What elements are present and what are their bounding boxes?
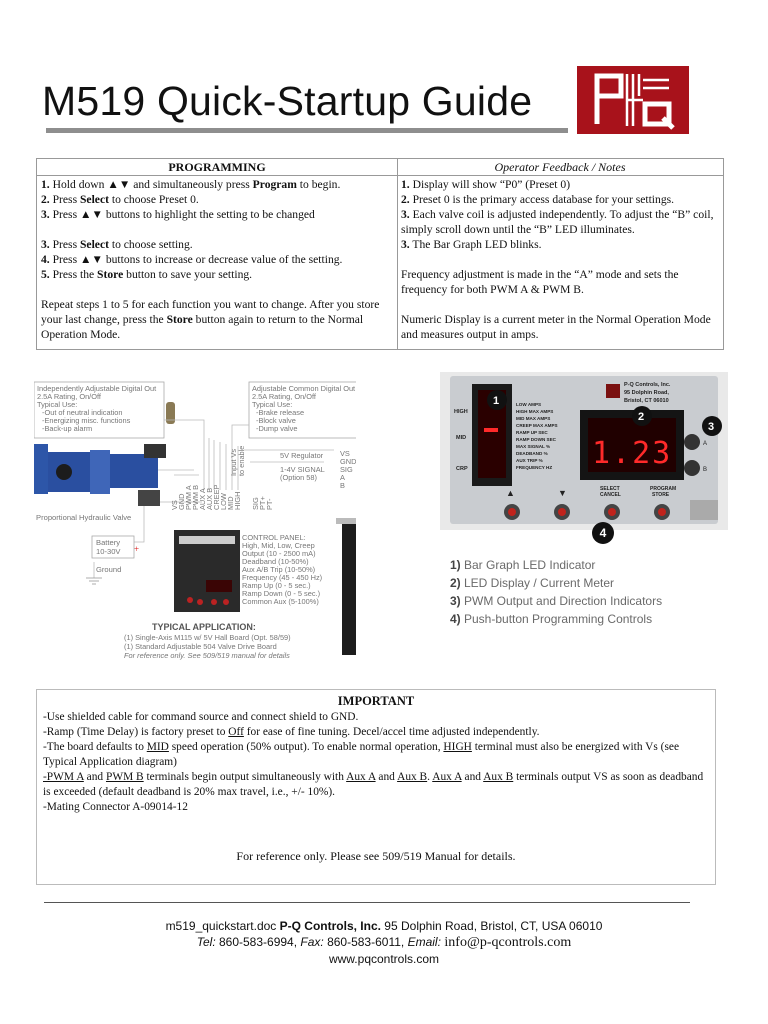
- svg-text:SIG: SIG: [251, 497, 260, 510]
- note-4: 3. The Bar Graph LED blinks.: [401, 238, 542, 251]
- battery-plus-icon: +: [134, 544, 140, 554]
- callout-1: 1: [493, 395, 500, 407]
- connector: [690, 500, 718, 520]
- email-link[interactable]: info@p-qcontrols.com: [440, 935, 572, 950]
- important-line: -Use shielded cable for command source and connect shield to GND.: [43, 711, 359, 723]
- svg-text:A: A: [340, 473, 345, 482]
- step-4: 4. Press ▲▼ buttons to increase or decrease value of the setting.: [41, 253, 343, 266]
- svg-text:RAMP DOWN SEC: RAMP DOWN SEC: [516, 437, 556, 442]
- important-line: -Ramp (Time Delay) is factory preset to Off for ease of fine tuning. Decel/accel time adjusted independently.: [43, 726, 540, 738]
- down-button[interactable]: [558, 508, 566, 516]
- svg-text:-Dump valve: -Dump valve: [256, 424, 298, 433]
- step-3: 3. Press ▲▼ buttons to highlight the setting to be changed: [41, 208, 315, 221]
- svg-text:MID MAX AMPS: MID MAX AMPS: [516, 416, 551, 421]
- program-button[interactable]: [658, 508, 666, 516]
- hydraulic-valve-image: [34, 444, 166, 506]
- svg-text:(1) Single-Axis M115 w/ 5V Hal: (1) Single-Axis M115 w/ 5V Hall Board (Opt. 58/59): [124, 633, 291, 642]
- svg-text:Ramp Down (0 - 5 sec.): Ramp Down (0 - 5 sec.): [242, 589, 321, 598]
- valve-drive-board-image: [174, 530, 240, 612]
- legend-item: 2) LED Display / Current Meter: [450, 576, 615, 590]
- programming-table: [36, 158, 724, 350]
- note-1: 1. Display will show “P0” (Preset 0): [401, 178, 571, 191]
- typical-application-diagram: [34, 380, 356, 665]
- typical-application-lines: [124, 633, 291, 660]
- select-button[interactable]: [608, 508, 616, 516]
- battery-label: [92, 536, 134, 558]
- programming-steps: [37, 176, 397, 342]
- company-plate: [624, 382, 671, 404]
- note-frequency: Frequency adjustment is made in the “A” mode and sets the frequency for both PWM A & PWM B.: [401, 268, 679, 296]
- down-arrow-icon: ▼: [558, 488, 567, 498]
- important-line: -PWM A and PWM B terminals begin output simultaneously with Aux A and Aux B. Aux A and Aux B terminals output VS as soon as deadband is exceeded (default deadband is 20% max travel, i.e., +/- 10%).: [43, 771, 704, 798]
- input-vs-label: [229, 446, 246, 476]
- led-display-value: 1.23: [592, 436, 673, 471]
- svg-text:-Block valve: -Block valve: [256, 416, 296, 425]
- svg-text:Typical Use:: Typical Use:: [37, 400, 78, 409]
- bar-label-high: HIGH: [454, 409, 468, 415]
- feedback-heading: Operator Feedback / Notes: [397, 159, 723, 176]
- svg-text:2.5A Rating, On/Off: 2.5A Rating, On/Off: [37, 392, 101, 401]
- feedback-column: [397, 159, 723, 349]
- svg-text:MAX SIGNAL %: MAX SIGNAL %: [516, 444, 551, 449]
- svg-text:Aux A/B Trip (10-50%): Aux A/B Trip (10-50%): [242, 565, 316, 574]
- svg-text:RAMP UP SEC: RAMP UP SEC: [516, 430, 548, 435]
- legend-item: 3) PWM Output and Direction Indicators: [450, 594, 663, 608]
- svg-text:High, Mid, Low, Creep: High, Mid, Low, Creep: [242, 541, 315, 550]
- important-heading: IMPORTANT: [337, 694, 415, 708]
- typical-application-title: TYPICAL APPLICATION:: [152, 622, 256, 632]
- svg-text:MID: MID: [226, 496, 235, 510]
- signal-label: 1-4V SIGNAL: [280, 465, 325, 474]
- footer-divider: [44, 902, 690, 903]
- select-label: SELECT: [600, 486, 620, 492]
- svg-text:Input Vs: Input Vs: [229, 448, 238, 476]
- indicator-a-label: A: [703, 441, 708, 447]
- ground-label: Ground: [96, 565, 122, 574]
- board-logo-icon: [606, 384, 620, 398]
- title-underline: [46, 128, 568, 133]
- svg-text:GND: GND: [340, 457, 356, 466]
- svg-text:PT+: PT+: [258, 496, 267, 510]
- svg-text:For reference only. See 509/51: For reference only. See 509/519 manual for details: [124, 651, 290, 660]
- svg-text:HIGH MAX AMPS: HIGH MAX AMPS: [516, 409, 554, 414]
- svg-text:Battery: Battery: [96, 538, 121, 547]
- page-title: M519 Quick-Startup Guide: [42, 78, 533, 124]
- svg-text:AUX TRIP %: AUX TRIP %: [516, 458, 543, 463]
- programming-column: [37, 159, 398, 349]
- svg-text:PWM A: PWM A: [184, 485, 193, 510]
- callout-3: 3: [708, 421, 715, 433]
- terminal-labels: [170, 484, 274, 510]
- program-label: PROGRAM: [650, 486, 677, 492]
- svg-text:Common Aux (5-100%): Common Aux (5-100%): [242, 597, 319, 606]
- pq-logo: [577, 66, 689, 134]
- svg-text:CREEP: CREEP: [212, 484, 221, 510]
- svg-text:DEADBAND %: DEADBAND %: [516, 451, 548, 456]
- indicator-b: [684, 460, 700, 476]
- up-arrow-icon: ▲: [506, 488, 515, 498]
- svg-text:-Brake release: -Brake release: [256, 408, 305, 417]
- indicator-a: [684, 434, 700, 450]
- svg-text:Independently Adjustable Digit: Independently Adjustable Digital Out: [37, 384, 157, 393]
- repeat-note: Repeat steps 1 to 5 for each function you want to change. After you store your last change, press the Store button again to return to the Normal Operation Mode.: [41, 298, 380, 341]
- important-line: -The board defaults to MID speed operation (50% output). To enable normal operation, HIGH terminal must also be energized with Vs (see Typical Application diagram): [43, 741, 679, 768]
- ground-icon: [86, 578, 102, 584]
- feedback-notes: [397, 176, 723, 342]
- programming-heading: PROGRAMMING: [37, 159, 397, 176]
- regulator-label: 5V Regulator: [280, 451, 324, 460]
- svg-text:VS: VS: [170, 500, 179, 510]
- svg-text:Deadband (10-50%): Deadband (10-50%): [242, 557, 309, 566]
- svg-text:GND: GND: [177, 493, 186, 510]
- legend-item: 1) Bar Graph LED Indicator: [450, 558, 596, 572]
- svg-text:(1) Standard Adjustable 504 Va: (1) Standard Adjustable 504 Valve Drive Board: [124, 642, 277, 651]
- step-1: 1. Hold down ▲▼ and simultaneously press Program to begin.: [41, 178, 341, 191]
- svg-text:HIGH: HIGH: [233, 491, 242, 510]
- note-3: 3. Each valve coil is adjusted independently. To adjust the “B” coil, simply scroll down until the “B” LED illuminates.: [401, 208, 714, 236]
- svg-text:VS: VS: [340, 449, 350, 458]
- svg-text:AUX B: AUX B: [205, 487, 214, 510]
- step-5: 5. Press the Store button to save your setting.: [41, 268, 253, 281]
- svg-text:LOW AMPS: LOW AMPS: [516, 402, 542, 407]
- svg-text:Ramp Up (0 - 5 sec.): Ramp Up (0 - 5 sec.): [242, 581, 311, 590]
- callout-2: 2: [638, 411, 645, 423]
- svg-text:Output (10 - 2500 mA): Output (10 - 2500 mA): [242, 549, 316, 558]
- board-legend: [450, 556, 662, 628]
- indicator-b-label: B: [703, 467, 708, 473]
- svg-text:CREEP MAX AMPS: CREEP MAX AMPS: [516, 423, 558, 428]
- svg-text:PT-: PT-: [265, 498, 274, 510]
- svg-text:FREQUENCY HZ: FREQUENCY HZ: [516, 465, 553, 470]
- lamp-icon: [166, 402, 175, 424]
- svg-text:10-30V: 10-30V: [96, 547, 121, 556]
- footer-line-2: Tel: 860-583-6994, Fax: 860-583-6011, Email: info@p-qcontrols.com: [196, 935, 572, 950]
- svg-text:P-Q Controls, Inc.: P-Q Controls, Inc.: [624, 382, 671, 388]
- svg-text:(Option 58): (Option 58): [280, 473, 317, 482]
- bar-label-mid: MID: [456, 435, 467, 441]
- website-link[interactable]: www.pqcontrols.com: [328, 952, 440, 966]
- callout-4: 4: [592, 522, 614, 544]
- svg-text:CONTROL PANEL:: CONTROL PANEL:: [242, 533, 306, 542]
- svg-text:-Back-up alarm: -Back-up alarm: [42, 424, 93, 433]
- up-button[interactable]: [508, 508, 516, 516]
- footer: [0, 918, 768, 967]
- step-2: 2. Press Select to choose Preset 0.: [41, 193, 199, 206]
- valve-label: Proportional Hydraulic Valve: [36, 513, 132, 522]
- svg-text:to enable: to enable: [237, 445, 246, 476]
- reference-note: For reference only. Please see 509/519 Manual for details.: [236, 849, 516, 863]
- svg-text:AUX A: AUX A: [198, 488, 207, 510]
- important-box: [36, 689, 716, 885]
- note-2: 2. Preset 0 is the primary access database for your settings.: [401, 193, 675, 206]
- note-numeric-display: Numeric Display is a current meter in the Normal Operation Mode and measures output in amps.: [401, 313, 711, 341]
- step-3b: 3. Press Select to choose setting.: [41, 238, 193, 251]
- svg-text:-Energizing misc. functions: -Energizing misc. functions: [42, 416, 131, 425]
- svg-text:Typical Use:: Typical Use:: [252, 400, 293, 409]
- svg-text:Frequency (45 - 450 Hz): Frequency (45 - 450 Hz): [242, 573, 323, 582]
- svg-text:B: B: [340, 481, 345, 490]
- svg-text:STORE: STORE: [652, 492, 670, 498]
- svg-text:Adjustable Common Digital Out: Adjustable Common Digital Out: [252, 384, 356, 393]
- svg-text:95 Dolphin Road,: 95 Dolphin Road,: [624, 390, 669, 396]
- svg-text:-Out of neutral indication: -Out of neutral indication: [42, 408, 123, 417]
- svg-text:LOW: LOW: [219, 493, 228, 510]
- pq-logo-mark: [577, 66, 689, 134]
- controller-board-photo: [440, 372, 728, 530]
- bar-label-crp: CRP: [456, 466, 468, 472]
- legend-item: 4) Push-button Programming Controls: [450, 612, 653, 626]
- svg-text:CANCEL: CANCEL: [600, 492, 621, 498]
- important-line: -Mating Connector A-09014-12: [43, 801, 188, 813]
- control-panel-text: [242, 533, 322, 606]
- svg-text:Bristol, CT 06010: Bristol, CT 06010: [624, 398, 669, 404]
- svg-text:2.5A Rating, On/Off: 2.5A Rating, On/Off: [252, 392, 316, 401]
- svg-text:SIG: SIG: [340, 465, 353, 474]
- footer-line-1: m519_quickstart.doc P-Q Controls, Inc. 95 Dolphin Road, Bristol, CT, USA 06010: [165, 919, 603, 933]
- svg-text:PWM B: PWM B: [191, 484, 200, 510]
- joystick-image: [336, 450, 356, 655]
